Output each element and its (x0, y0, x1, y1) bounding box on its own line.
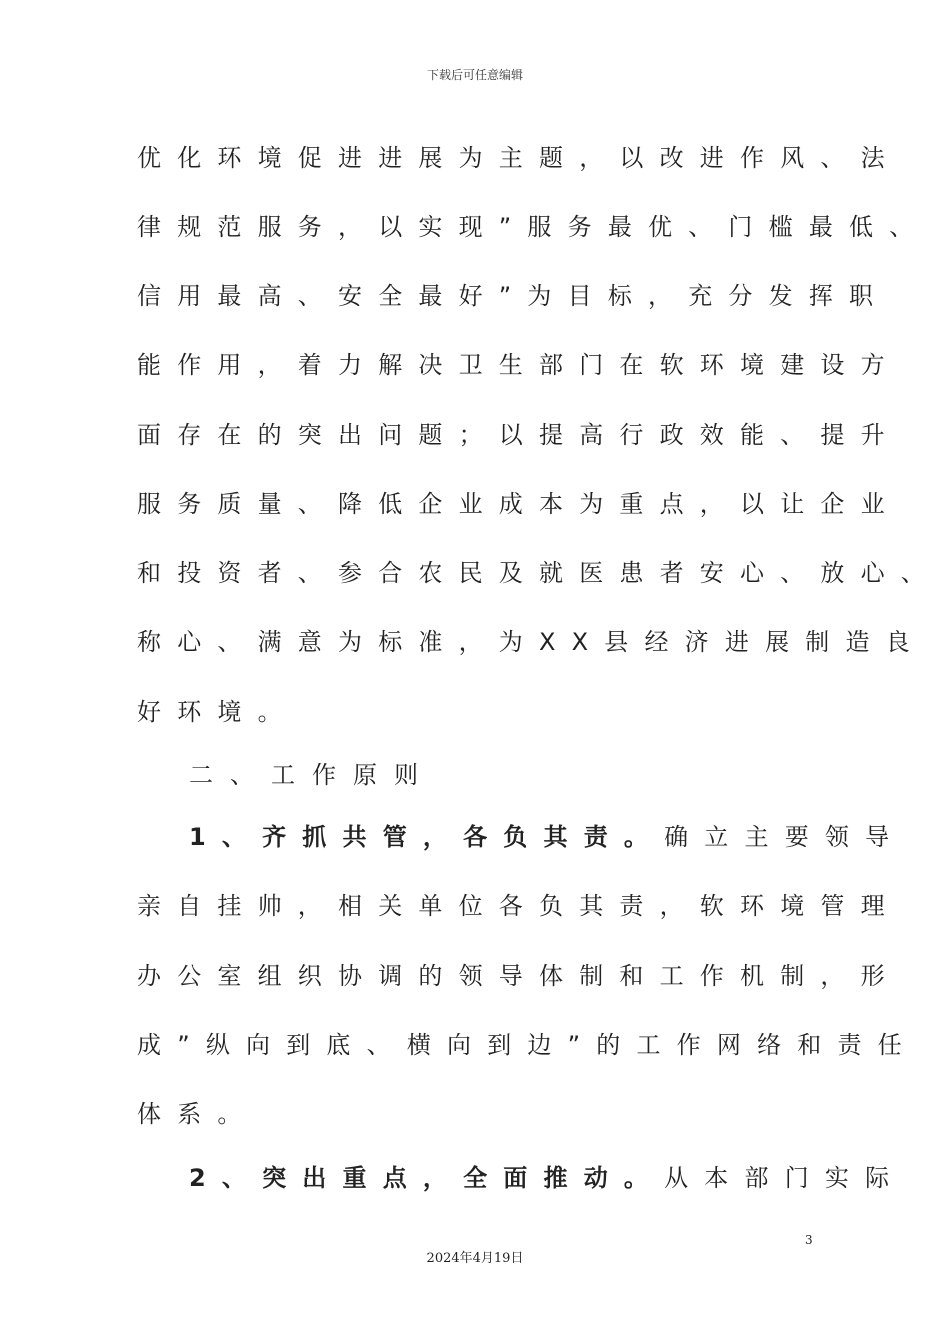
principle-1-text: 确立主要领导 (664, 823, 906, 851)
body-line: 办公室组织协调的领导体制和工作机制，形 (137, 962, 901, 990)
section-heading: 二、工作原则 (189, 761, 435, 789)
body-line: 优化环境促进进展为主题，以改进作风、法 (137, 144, 901, 172)
body-line: 好环境。 (137, 698, 298, 726)
header-note: 下载后可任意编辑 (426, 68, 523, 82)
principle-1-first-line (189, 822, 905, 852)
body-line: 律规范服务，以实现”服务最优、门槛最低、 (137, 213, 930, 241)
body-line: 服务质量、降低企业成本为重点，以让企业 (137, 490, 901, 518)
body-line: 能作用，着力解决卫生部门在软环境建设方 (137, 351, 901, 379)
body-line: 面存在的突出问题；以提高行政效能、提升 (137, 421, 901, 449)
principle-2-text: 从本部门实际 (664, 1164, 906, 1192)
body-line: 体系。 (137, 1100, 258, 1128)
footer-date: 2024年4月19日 (426, 1251, 524, 1266)
body-line: 和投资者、参合农民及就医患者安心、放心、 (137, 559, 941, 587)
body-line: 成”纵向到底、横向到边”的工作网络和责任 (137, 1031, 918, 1059)
body-line: 信用最高、安全最好”为目标，充分发挥职 (137, 282, 890, 310)
body-line: 称心、满意为标准，为XX县经济进展制造良 (137, 628, 926, 656)
principle-1-title: 1、齐抓共管，各负其责。 (189, 823, 665, 851)
body-line: 亲自挂帅，相关单位各负其责，软环境管理 (137, 892, 901, 920)
principle-2-first-line (189, 1163, 905, 1193)
principle-2-title: 2、突出重点，全面推动。 (189, 1164, 665, 1192)
page-number: 3 (805, 1233, 813, 1247)
